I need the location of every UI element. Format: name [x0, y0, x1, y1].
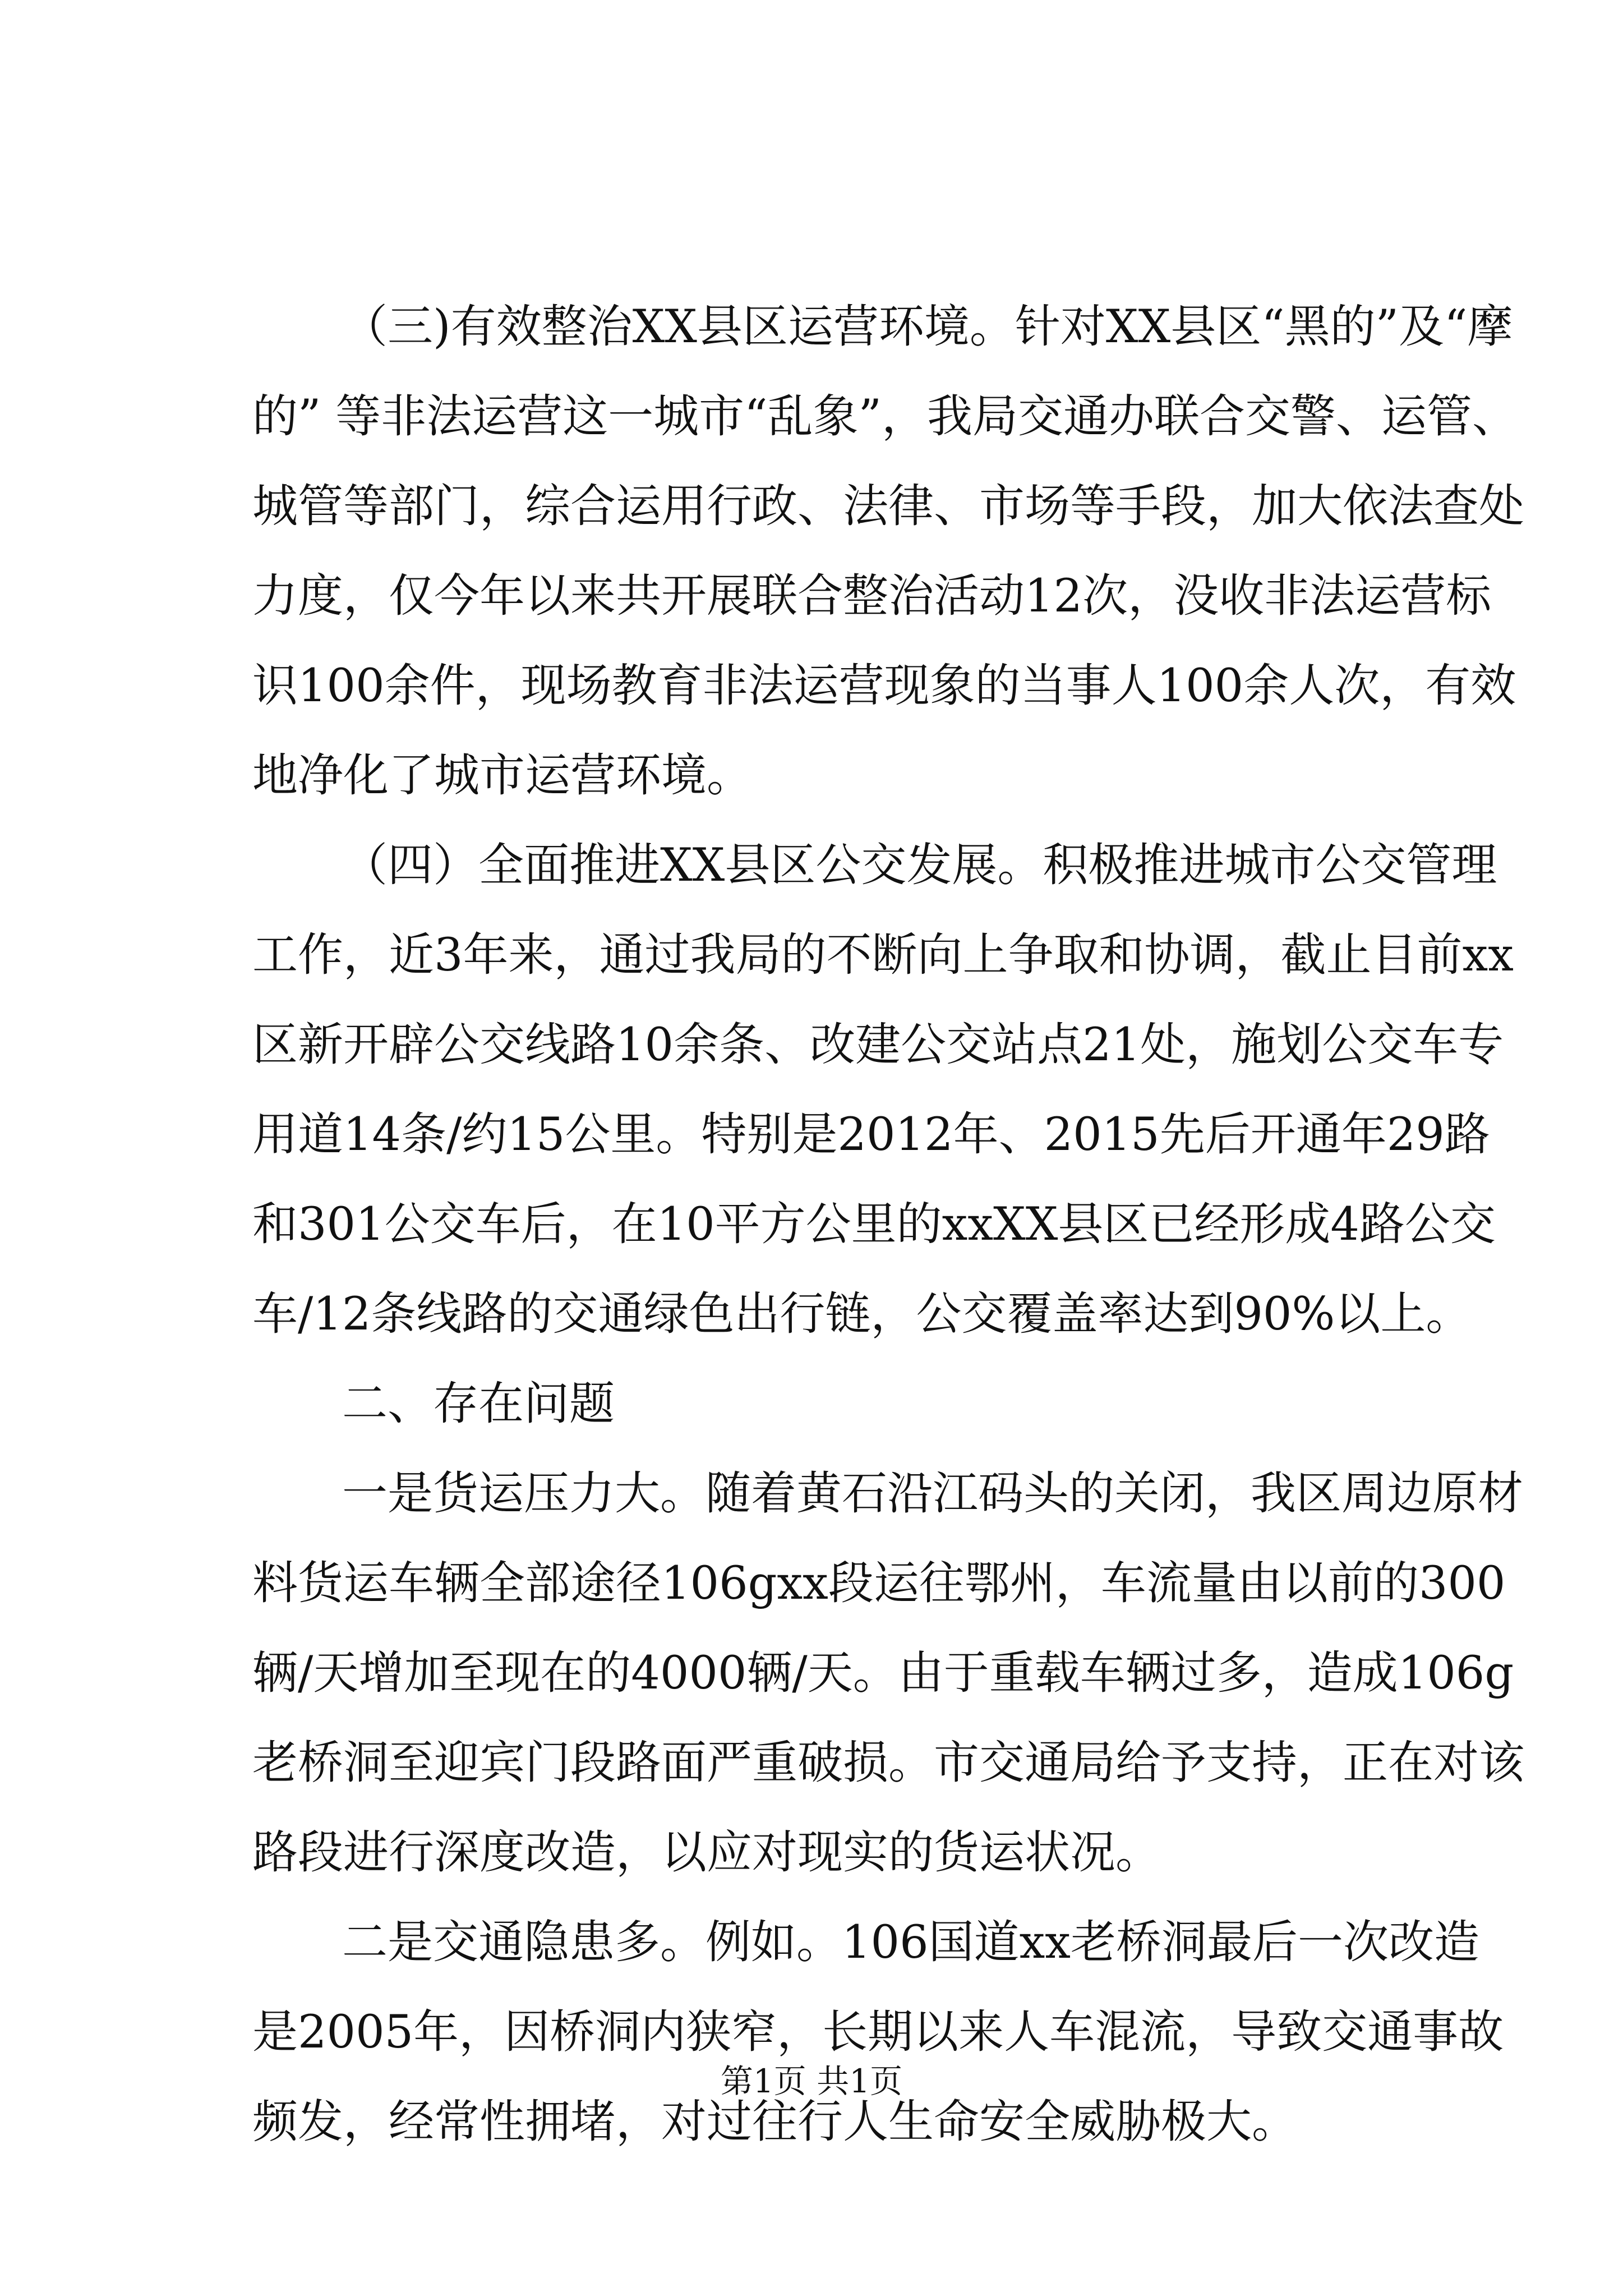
problem-2-line-2: 是2005年，因桥洞内狭窄，长期以来人车混流，导致交通事故 [252, 2006, 1504, 2059]
problem-1-line-3: 辆/天增加至现在的4000辆/天。由于重载车辆过多，造成106g [252, 1647, 1514, 1700]
section-3-line-3: 城管等部门，综合运用行政、法律、市场等手段，加大依法查处 [252, 480, 1525, 533]
problem-1-line-1: 一是货运压力大。随着黄石沿江码头的关闭，我区周边原材 [342, 1467, 1524, 1520]
heading-problems: 二、存在问题 [342, 1378, 615, 1430]
section-4-line-5: 和301公交车后，在10平方公里的xxXX县区已经形成4路公交 [252, 1198, 1496, 1251]
problem-2-line-1: 二是交通隐患多。例如。106国道xx老桥洞最后一次改造 [342, 1916, 1479, 1969]
section-3-line-2: 的” 等非法运营这一城市“乱象”，我局交通办联合交警、运管、 [252, 390, 1518, 443]
section-4-line-1: （四）全面推进XX县区公交发展。积极推进城市公交管理 [342, 839, 1497, 892]
section-3-line-1: （三)有效整治XX县区运营环境。针对XX县区“黑的”及“摩 [342, 301, 1513, 353]
problem-2-line-3: 频发，经常性拥堵，对过往行人生命安全威胁极大。 [252, 2096, 1298, 2148]
problem-1-line-2: 料货运车辆全部途径106gxx段运往鄂州，车流量由以前的300 [252, 1557, 1506, 1610]
section-4-line-6: 车/12条线路的交通绿色出行链，公交覆盖率达到90%以上。 [252, 1288, 1472, 1341]
page-footer: 第1页 共1页 [720, 2062, 903, 2100]
section-3-line-4: 力度，仅今年以来共开展联合整治活动12次，没收非法运营标 [252, 570, 1492, 623]
section-4-line-4: 用道14条/约15公里。特别是2012年、2015先后开通年29路 [252, 1108, 1490, 1161]
problem-1-line-4: 老桥洞至迎宾门段路面严重破损。市交通局给予支持，正在对该 [252, 1737, 1525, 1789]
problem-1-line-5: 路段进行深度改造，以应对现实的货运状况。 [252, 1826, 1161, 1879]
section-4-line-3: 区新开辟公交线路10余条、改建公交站点21处，施划公交车专 [252, 1019, 1504, 1071]
section-4-line-2: 工作，近3年来，通过我局的不断向上争取和协调，截止目前xx [252, 929, 1514, 982]
section-3-line-5: 识100余件，现场教育非法运营现象的当事人100余人次，有效 [252, 660, 1516, 712]
section-3-line-6: 地净化了城市运营环境。 [252, 749, 753, 802]
